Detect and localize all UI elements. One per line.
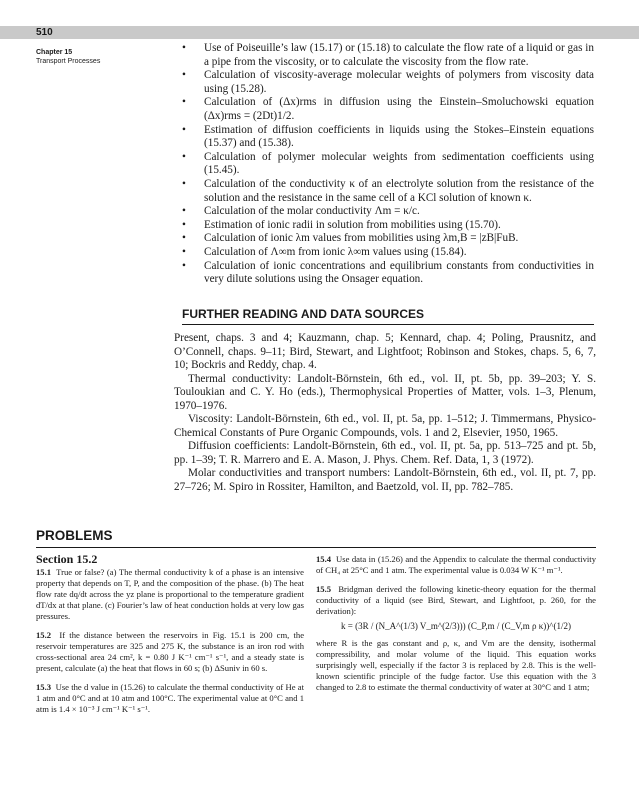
bullet-item: • Calculation of ionic λm values from mobilities using λm,B = |zB|FuB. [182,232,594,246]
further-reading-rule [182,324,594,325]
bullet-item: • Calculation of ionic concentrations and equilibrium constants from conductivities in very dilute solutions using the Onsager equation. [182,260,594,287]
further-reading-heading: FURTHER READING AND DATA SOURCES [182,307,424,321]
bullet-item: • Calculation of Λ∞m from ionic λ∞m values using (15.84). [182,246,594,260]
bullet-item: • Calculation of the conductivity κ of an electrolyte solution from the resistance of the solution and the resistance in the same cell of a KCl solution of known κ. [182,178,594,205]
problems-heading: PROBLEMS [36,528,113,543]
bullet-item: • Estimation of diffusion coefficients in liquids using the Stokes–Einstein equations (15.37) and (15.38). [182,124,594,151]
page-number: 510 [36,27,53,38]
page-number-bar [0,26,639,39]
problem-item [36,630,304,674]
further-reading-paragraph: Molar conductivities and transport numbers: Landolt-Börnstein, 6th ed., vol. II, pt. 7, pp. 27–726; M. Spiro in Rossiter, Hamilton, and Baetzold, vol. II, pp. 782–785. [174,467,596,493]
further-reading-body [174,332,596,494]
bridgman-equation: k = (3R / (N_A^(1/3) V_m^(2/3))) (C_P,m / (C_V,m ρ κ))^(1/2) [341,621,571,631]
bullet-item: • Calculation of the molar conductivity Λm = κ/c. [182,205,594,219]
problem-item [316,584,596,617]
chapter-label: Chapter 15 [36,49,73,56]
problem-text: If the distance between the reservoirs in Fig. 15.1 is 200 cm, the reservoir temperatures are 325 and 275 K, the substance is an iron rod with cross-sectional area 24 cm², k = 0.80 J K⁻¹ cm⁻¹ s⁻¹, and a steady state is present, calculate (a) the heat that flows in 60 s; (b) ΔSuniv in 60 s. [36,630,305,673]
further-reading-paragraph: Viscosity: Landolt-Börnstein, 6th ed., vol. II, pt. 5a, pp. 1–512; J. Timmermans, Physico-Chemical Constants of Pure Organic Compounds, vols. 1 and 2, Elsevier, 1950, 1965. [174,413,596,439]
section-title: Section 15.2 [36,552,98,566]
problem-text: True or false? (a) The thermal conductivity k of a phase is an intensive property that depends on T, P, and the composition of the phase. (b) The heat flow rate dq/dt across the yz plane is proportional to the temperature gradient dT/dx at that plane. (c) Fourier’s law of heat conduction holds at very low gas pressures. [36,567,305,621]
bullet-item: • Calculation of polymer molecular weights from sedimentation coefficients using (15.45). [182,151,594,178]
further-reading-paragraph: Diffusion coefficients: Landolt-Börnstein, 6th ed., vol. II, pt. 5a, pp. 513–725 and pt. 5b, pp. 1–39; T. R. Marrero and E. A. Mason, J. Phys. Chem. Ref. Data, 1, 3 (1972). [174,440,596,466]
further-reading-paragraph: Present, chaps. 3 and 4; Kauzmann, chap. 5; Kennard, chap. 4; Poling, Prausnitz, and O’Connell, chaps. 9–11; Bird, Stewart, and Lightfoot; Robinson and Stokes, chaps. 5, 6, 7, 10; Bockris and Reddy, chap. 4. [174,332,596,371]
problem-continuation: where R is the gas constant and ρ, κ, and Vm are the density, isothermal compressibility, and molar volume of the liquid. This equation works surprisingly well, especially if the factor 3 is replaced by 2.8. This is the well-known scientific principle of the fudge factor. Use this equation with the 3 changed to 2.8 to estimate the thermal conductivity of water at 30°C and 1 atm; [316,638,596,692]
problem-item [36,567,304,622]
bullet-item: • Estimation of ionic radii in solution from mobilities using (15.70). [182,219,594,233]
bullet-item: • Calculation of viscosity-average molecular weights of polymers from viscosity data using (15.28). [182,69,594,96]
problem-text: Use the d value in (15.26) to calculate the thermal conductivity of He at 1 atm and 0°C and at 10 atm and 100°C. The experimental value at 0°C and 1 atm is 1.4 × 10⁻³ J cm⁻¹ K⁻¹ s⁻¹. [36,682,305,714]
problem-number: 15.3 [36,682,52,692]
problems-rule [36,547,596,548]
bullet-item: • Use of Poiseuille’s law (15.17) or (15.18) to calculate the flow rate of a liquid or gas in a pipe from the viscosity, or to calculate the viscosity from the flow rate. [182,42,594,69]
further-reading-paragraph: Thermal conductivity: Landolt-Börnstein, 6th ed., vol. II, pt. 5b, pp. 39–203; Y. S. Touloukian and C. Y. Ho (eds.), Thermophysical Properties of Matter, vols. 1–3, Plenum, 1970–1976. [174,372,596,412]
problem-number: 15.5 [316,584,332,594]
problem-text: Bridgman derived the following kinetic-theory equation for the thermal conductivity of a liquid (see Bird, Stewart, and Lightfoot, p. 260, for the derivation): [316,584,596,616]
bullet-item: • Calculation of (Δx)rms in diffusion using the Einstein–Smoluchowski equation (Δx)rms = (2Dt)1/2. [182,96,594,123]
problems-left-column [36,554,304,723]
chapter-title: Transport Processes [36,58,101,65]
problem-text: Use data in (15.26) and the Appendix to calculate the thermal conductivity of CH₄ at 25°C and 1 atm. The experimental value is 0.034 W K⁻¹ m⁻¹. [316,554,596,575]
problem-number: 15.4 [316,554,332,564]
problem-item [316,554,596,576]
problems-right-column [316,554,596,701]
chapter-header [36,48,176,66]
summary-bullet-list [182,42,594,287]
problem-number: 15.1 [36,567,52,577]
problem-number: 15.2 [36,630,52,640]
problem-item [36,682,304,715]
